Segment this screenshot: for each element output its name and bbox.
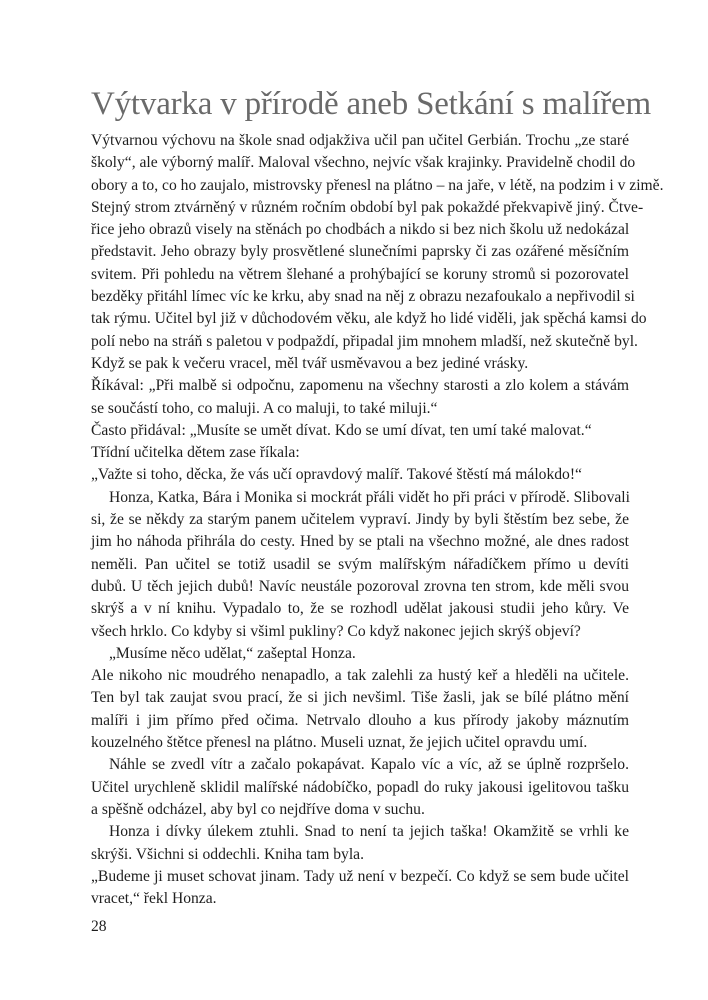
text-line: vracet,“ řekl Honza. (91, 890, 217, 908)
book-page (91, 84, 664, 910)
text-line: a spěšně odcházel, aby byl co nejdříve doma v suchu. (91, 800, 425, 818)
text-line: si, že se někdy za starým panem učitelem vypraví. Jindy by byli štěstím bez sebe, že (91, 511, 629, 529)
text-line: Učitel urychleně sklidil malířské nádobíčko, popadl do ruky jakousi igelitovou tašku (91, 778, 629, 796)
text-line: Honza i dívky úlekem ztuhli. Snad to není ta jejich taška! Okamžitě se vrhli ke (109, 823, 629, 841)
text-line: kouzelného štětce přenesl na plátno. Museli uznat, že jejich učitel opravdu umí. (91, 734, 588, 752)
text-line: polí nebo na stráň s paletou v podpaždí, připadal jim mnohem mladší, než skutečně byl. (91, 332, 638, 350)
text-line: jim ho náhoda přihrála do cesty. Hned by se ptali na všechno možné, ale dnes radost (91, 533, 629, 551)
chapter-title: Výtvarka v přírodě aneb Setkání s malířem (91, 86, 651, 122)
text-line: Ten byl tak zaujat svou prací, že si jich nevšiml. Tiše žasli, jak se bílé plátno mění (91, 689, 629, 707)
text-line: bezděky přitáhl límec víc ke krku, aby snad na něj z obrazu nezafoukalo a nepřivodil si (91, 288, 635, 306)
text-line: svitem. Při pohledu na větrem šlehané a prohýbající se koruny stromů si pozorovatel (91, 265, 629, 283)
text-line: obory a to, co ho zaujalo, mistrovsky přenesl na plátno – na jaře, v létě, na podzim i v zimě. (91, 176, 664, 194)
text-line: Ale nikoho nic moudrého nenapadlo, a tak zalehli za hustý keř a hleděli na učitele. (91, 667, 629, 685)
text-line: skrýš a v ní knihu. Vypadalo to, že se rozhodl udělat jakousi studii jeho kůry. Ve (91, 600, 629, 618)
page-number: 28 (91, 918, 107, 935)
text-line: Výtvarnou výchovu na škole snad odjakživa učil pan učitel Gerbián. Trochu „ze staré (91, 132, 629, 149)
text-line: Když se pak k večeru vracel, měl tvář usměvavou a bez jediné vrásky. (91, 354, 529, 372)
text-line: skrýši. Všichni si oddechli. Kniha tam byla. (91, 845, 365, 863)
text-line: dubů. U těch jejich dubů! Navíc neustále pozoroval zrovna ten strom, kde měli svou (91, 577, 629, 595)
text-line: Honza, Katka, Bára i Monika si mockrát přáli vidět ho při práci v přírodě. Slibovali (109, 488, 630, 506)
text-line: Třídní učitelka dětem zase říkala: (91, 444, 300, 462)
text-line: představit. Jeho obrazy byly prosvětlené slunečními paprsky či zas ozářené měsíčním (91, 243, 629, 261)
text-line: tak rýmu. Učitel byl již v důchodovém věku, ale když ho lidé viděli, jak spěchá kamsi do (91, 310, 647, 328)
text-line: řice jeho obrazů visely na stěnách po chodbách a nikdo si bez nich školu už nedokázal (91, 221, 630, 239)
text-line: neměli. Pan učitel se totiž usadil se svým malířským nářadíčkem přímo u devíti (91, 555, 629, 573)
text-line: „Budeme ji muset schovat jinam. Tady už není v bezpečí. Co když se sem bude učitel (91, 867, 629, 885)
text-line: „Važte si toho, děcka, že vás učí opravdový malíř. Takové štěstí má málokdo!“ (91, 466, 582, 484)
text-line: Stejný strom ztvárněný v různém ročním období byl pak pokaždé překvapivě jiný. Čtve- (91, 198, 644, 216)
text-line: všech hrklo. Co kdyby si všiml pukliny? Co když nakonec jejich skrýš objeví? (91, 622, 581, 640)
text-line: se součástí toho, co maluji. A co maluji, to také miluji.“ (91, 399, 438, 417)
text-line: Náhle se zvedl vítr a začalo pokapávat. Kapalo víc a víc, až se úplně rozpršelo. (109, 756, 629, 774)
text-line: „Musíme něco udělat,“ zašeptal Honza. (109, 644, 356, 662)
text-line: malíři i jim přímo před očima. Netrvalo dlouho a kus přírody jakoby máznutím (91, 711, 629, 729)
text-line: Říkával: „Při malbě si odpočnu, zapomenu na všechny starosti a zlo kolem a stávám (91, 377, 629, 395)
text-line: Často přidával: „Musíte se umět dívat. Kdo se umí dívat, ten umí také malovat.“ (91, 421, 592, 439)
text-line: školy“, ale výborný malíř. Maloval všechno, nejvíc však krajinky. Pravidelně chodil do (91, 154, 636, 172)
chapter-body (91, 130, 664, 910)
